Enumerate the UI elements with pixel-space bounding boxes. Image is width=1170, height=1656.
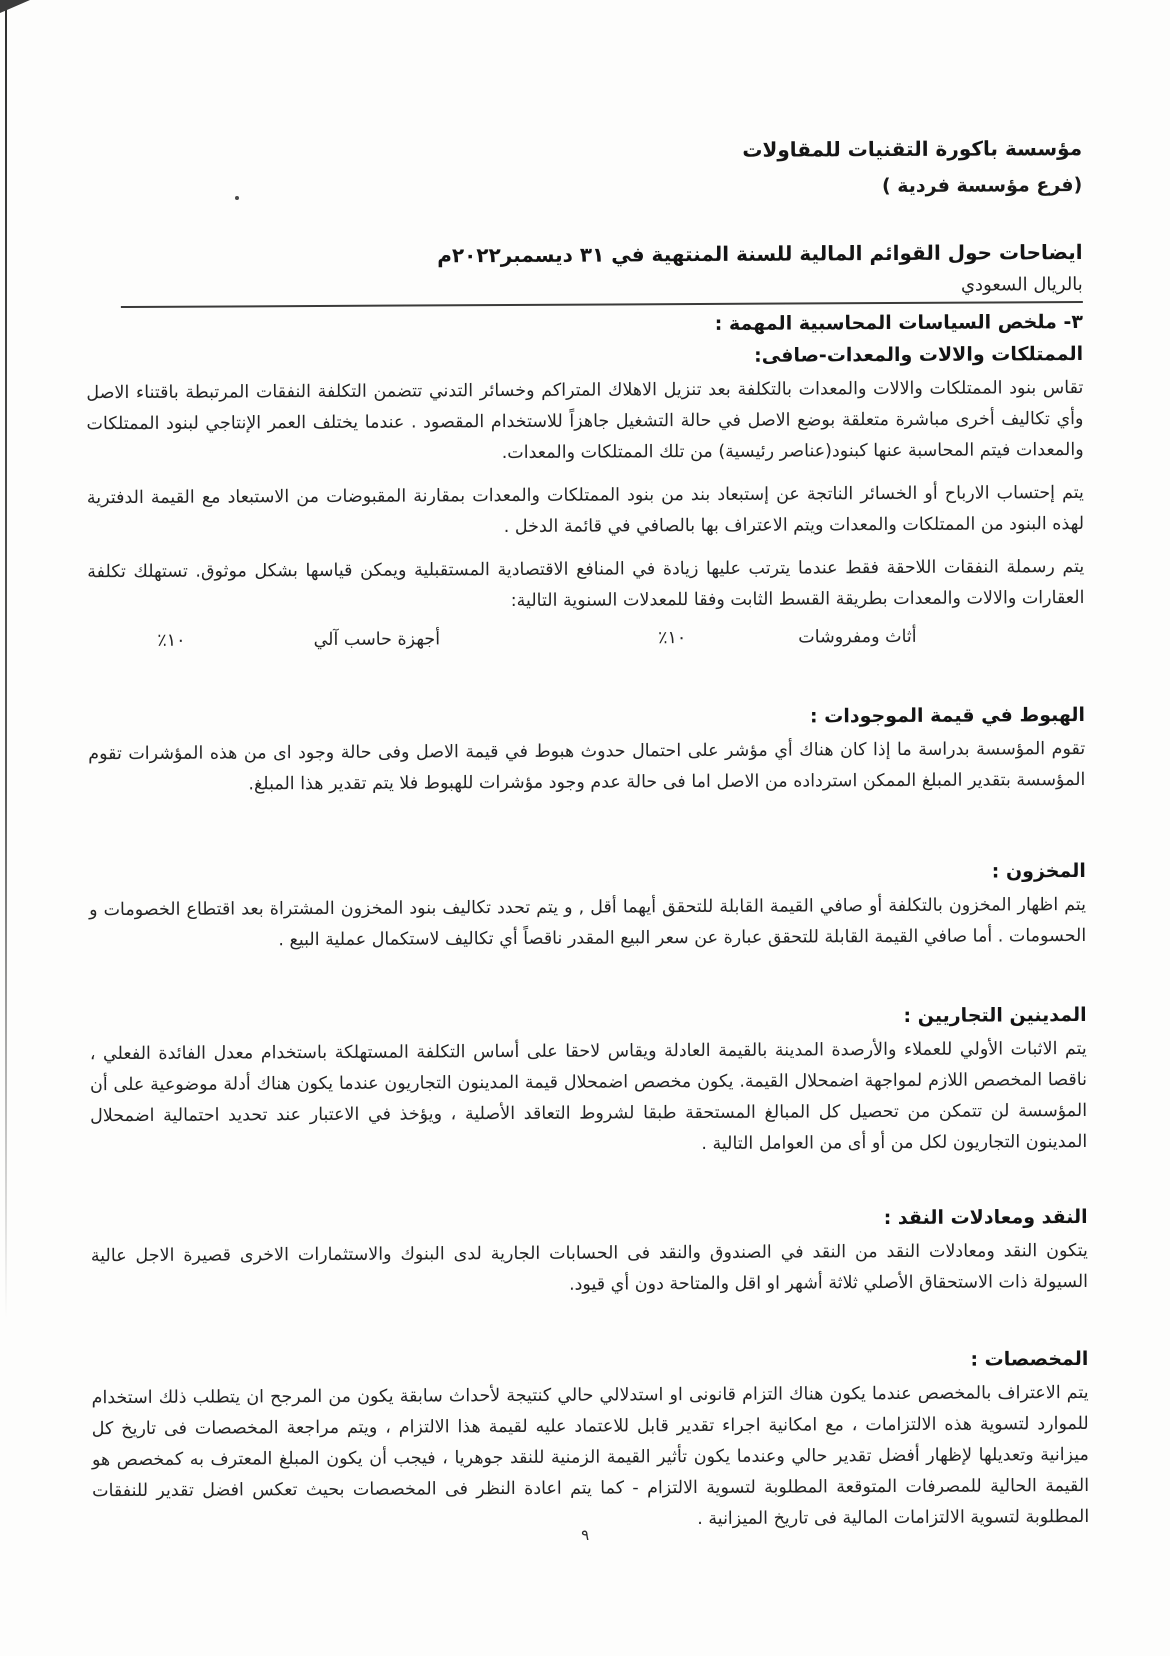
company-name: مؤسسة باكورة التقنيات للمقاولات	[742, 136, 1083, 162]
depreciation-item: أجهزة حاسب آلي	[313, 629, 441, 651]
section-trade-receivables-paragraph: يتم الاثبات الأولي للعملاء والأرصدة المدينة بالقيمة العادلة ويقاس لاحقا على أساس التكلفة المستهلكة باستخدام معدل الفائدة الفعلي ، ناقصا المخصص اللازم لمواجهة اضمحلال القيمة. يكون مخصص اضمحلال قيمة المدينون التجاريون عندما يكون هناك أدلة موضوعية على أن المؤسسة لن تتمكن من تحصيل كل المبالغ المستحقة طبقا لشروط التعاقد الأصلية ، ويؤخذ في الاعتبار عند تحديد احتمالية اضمحلال المدينون التجاريون لكل من أو أى من العوامل التالية .	[89, 1038, 1088, 1155]
statements-title: ايضاحات حول القوائم المالية للسنة المنتهية في ٣١ ديسمبر٢٠٢٢م	[437, 239, 1083, 268]
scan-edge-line-artifact	[5, 0, 7, 1318]
section-inventory-heading: المخزون :	[991, 859, 1086, 883]
section-provisions-paragraph: يتم الاعتراف بالمخصص عندما يكون هناك التزام قانونى او استدلالي حالي كنتيجة لأحداث سابقة يكون من المرجح ان يتطلب ذلك استخدام للموارد لتسوية هذه الالتزامات ، مع امكانية اجراء تقدير قابل للاعتماد عليه لقيمة هذا الالتزام ، ويتم مراجعة المخصصات فى تاريخ كل ميزانية وتعديلها لإظهار أفضل تقدير حالي وعندما يكون تأثير القيمة الزمنية للنقد جوهريا ، فيجب أن يكون المبلغ المعترف به كمخصص هو القيمة الحالية للمصرفات المتوقعة المطلوبة لتسوية الالتزام - كما يتم اعادة النظر فى المخصصات بحيث تعكس افضل تقدير للنفقات المطلوبة لتسوية الالتزامات المالية فى تاريخ الميزانية .	[91, 1382, 1090, 1530]
depreciation-item: أثاث ومفروشات	[798, 626, 917, 648]
depreciation-rates-row	[88, 626, 1085, 651]
depreciation-rate: ١٠٪	[157, 630, 186, 651]
depreciation-rate: ١٠٪	[657, 628, 687, 649]
section-provisions-heading: المخصصات :	[970, 1347, 1089, 1371]
document-content	[85, 136, 1089, 1550]
scan-corner-artifact	[0, 0, 30, 13]
section-trade-receivables-heading: المدينين التجاريين :	[903, 1003, 1087, 1027]
divider-line	[121, 301, 1083, 308]
section-fixed-assets-paragraph: يتم إحتساب الارباح أو الخسائر الناتجة عن إستبعاد بند من بنود الممتلكات والمعدات بمقارنة المقبوضات من الاستبعاد مع القيمة الدفترية لهذه البنود من الممتلكات والمعدات ويتم الاعتراف بها بالصافي في قائمة الدخل .	[86, 482, 1085, 538]
section-cash-equivalents-paragraph: يتكون النقد ومعادلات النقد من النقد في الصندوق والنقد فى الحسابات الجارية لدى البنوك والاستثمارات الاخرى قصيرة الاجل عالية السيولة ذات الاستحقاق الأصلي ثلاثة أشهر او اقل والمتاحة دون أي قيود.	[90, 1240, 1089, 1295]
section-inventory-paragraph: يتم اظهار المخزون بالتكلفة أو صافي القيمة القابلة للتحقق أيهما أقل , و يتم تحدد تكاليف بنود المخزون المشتراة بعد اقتطاع الخصومات و الحسومات . أما صافي القيمة القابلة للتحقق عبارة عن سعر البيع المقدر ناقصاً أي تكاليف لاستكمال عملية البيع .	[88, 894, 1087, 951]
section-fixed-assets-heading: الممتلكات والالات والمعدات-صافى:	[754, 342, 1084, 367]
currency-note: بالريال السعودي	[960, 273, 1083, 296]
section-fixed-assets-paragraph: تقاس بنود الممتلكات والالات والمعدات بالتكلفة بعد تنزيل الاهلاك المتراكم وخسائر التدني تتضمن التكلفة النفقات المرتبطة باقتناء الاصل وأي تكاليف أخرى مباشرة متعلقة بوضع الاصل في حالة التشغيل جاهزاً للاستخدام المقصود . عندما يختلف العمر الإنتاجي لبنود الممتلكات والمعدات فيتم المحاسبة عنها كبنود(عناصر رئيسية) من تلك الممتلكات والمعدات.	[86, 377, 1084, 464]
page-number: ٩	[581, 1526, 590, 1544]
company-branch-type: (فرع مؤسسة فردية )	[881, 173, 1083, 198]
section-impairment-heading: الهبوط في قيمة الموجودات :	[809, 703, 1086, 728]
section-fixed-assets-paragraph: يتم رسملة النفقات اللاحقة فقط عندما يترتب عليها زيادة في المنافع الاقتصادية المستقبلية ويمكن قياسها بشكل موثوق. تستهلك تكلفة العقارات والالات والمعدات بطريقة القسط الثابت وفقا للمعدلات السنوية التالية:	[87, 556, 1085, 611]
section-impairment-paragraph: تقوم المؤسسة بدراسة ما إذا كان هناك أي مؤشر على احتمال حدوث هبوط في قيمة الاصل وفى حالة وجود اى من هذه المؤشرات تقوم المؤسسة بتقدير المبلغ الممكن استرداده من الاصل اما فى حالة عدم وجود مؤشرات للهبوط فلا يتم تقدير هذا المبلغ.	[88, 738, 1086, 795]
section-cash-equivalents-heading: النقد ومعادلات النقد :	[883, 1205, 1088, 1230]
accounting-policies-title: ٣- ملخص السياسات المحاسبية المهمة :	[714, 310, 1084, 335]
